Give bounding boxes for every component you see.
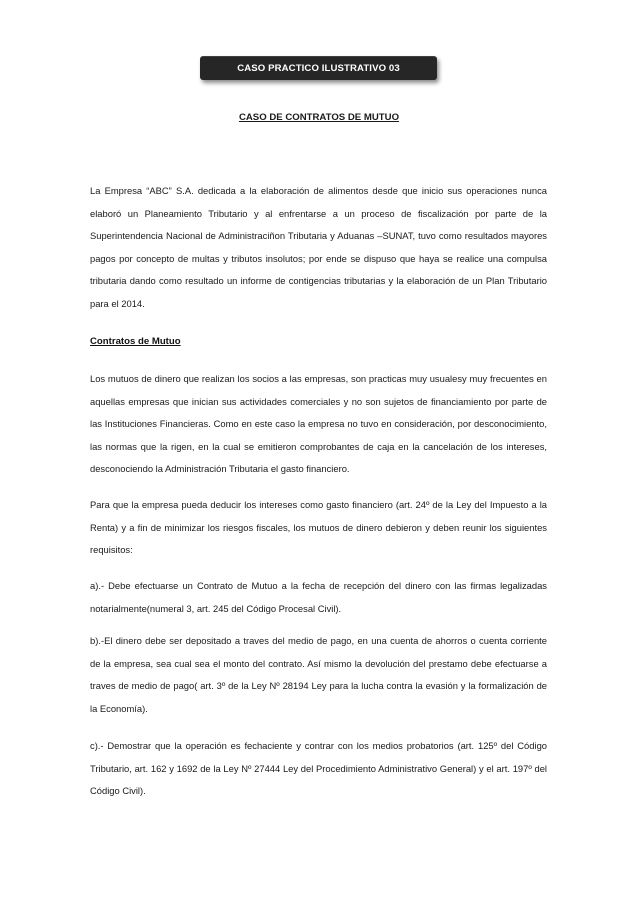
case-banner (200, 56, 437, 80)
requirement-c-paragraph: c).- Demostrar que la operación es fechaciente y contrar con los medios probatorios (art. 125º del Código Tributario, art. 162 y 1692 de la Ley Nº 27444 Ley del Procedimiento Administrativo General) y el art. 197º del Código Civil). (90, 740, 547, 796)
requirement-b-paragraph: b).-El dinero debe ser depositado a traves del medio de pago, en una cuenta de ahorros o cuenta corriente de la empresa, sea cual sea el monto del contrato. Así mismo la devolución del prestamo debe efectuarse a traves de medio de pago( art. 3º de la Ley Nº 28194 Ley para la lucha contra la evasión y la formalización de la Economía). (90, 635, 547, 714)
intro-paragraph: La Empresa “ABC” S.A. dedicada a la elaboración de alimentos desde que inicio sus operaciones nunca elaboró un Planeamiento Tributario y al enfrentarse a un proceso de fiscalización por parte de la Superintendencia Nacional de Administraciñon Tributaria y Aduanas –SUNAT, tuvo como resultados mayores pagos por concepto de multas y tributos insolutos; por ende se dispuso que haya se realice una compulsa tributaria dando como resultado un informe de contigencias tributarias y la elaboración de un Plan Tributario para el 2014. (90, 185, 547, 309)
requirements-intro-paragraph: Para que la empresa pueda deducir los intereses como gasto financiero (art. 24º de la Ley del Impuesto a la Renta) y a fin de minimizar los riesgos fiscales, los mutuos de dinero debieron y deben reunir los siguientes requisitos: (90, 499, 547, 555)
mutuos-paragraph: Los mutuos de dinero que realizan los socios a las empresas, son practicas muy usualesy muy frecuentes en aquellas empresas que inician sus actividades comerciales y no son sujetos de financiamiento por parte de las Instituciones Financieras. Como en este caso la empresa no tuvo en consideración, por desconocimiento, las normas que la rigen, en la cual se emitieron comprobantes de caja en la cancelación de los intereses, desconociendo la Administración Tributaria el gasto financiero. (90, 373, 547, 474)
section-heading: Contratos de Mutuo (90, 336, 181, 347)
requirement-a-paragraph: a).- Debe efectuarse un Contrato de Mutuo a la fecha de recepción del dinero con las firmas legalizadas notarialmente(numeral 3, art. 245 del Código Procesal Civil). (90, 580, 547, 614)
case-banner-label: CASO PRACTICO ILUSTRATIVO 03 (237, 62, 400, 74)
document-subtitle: CASO DE CONTRATOS DE MUTUO (238, 112, 400, 123)
